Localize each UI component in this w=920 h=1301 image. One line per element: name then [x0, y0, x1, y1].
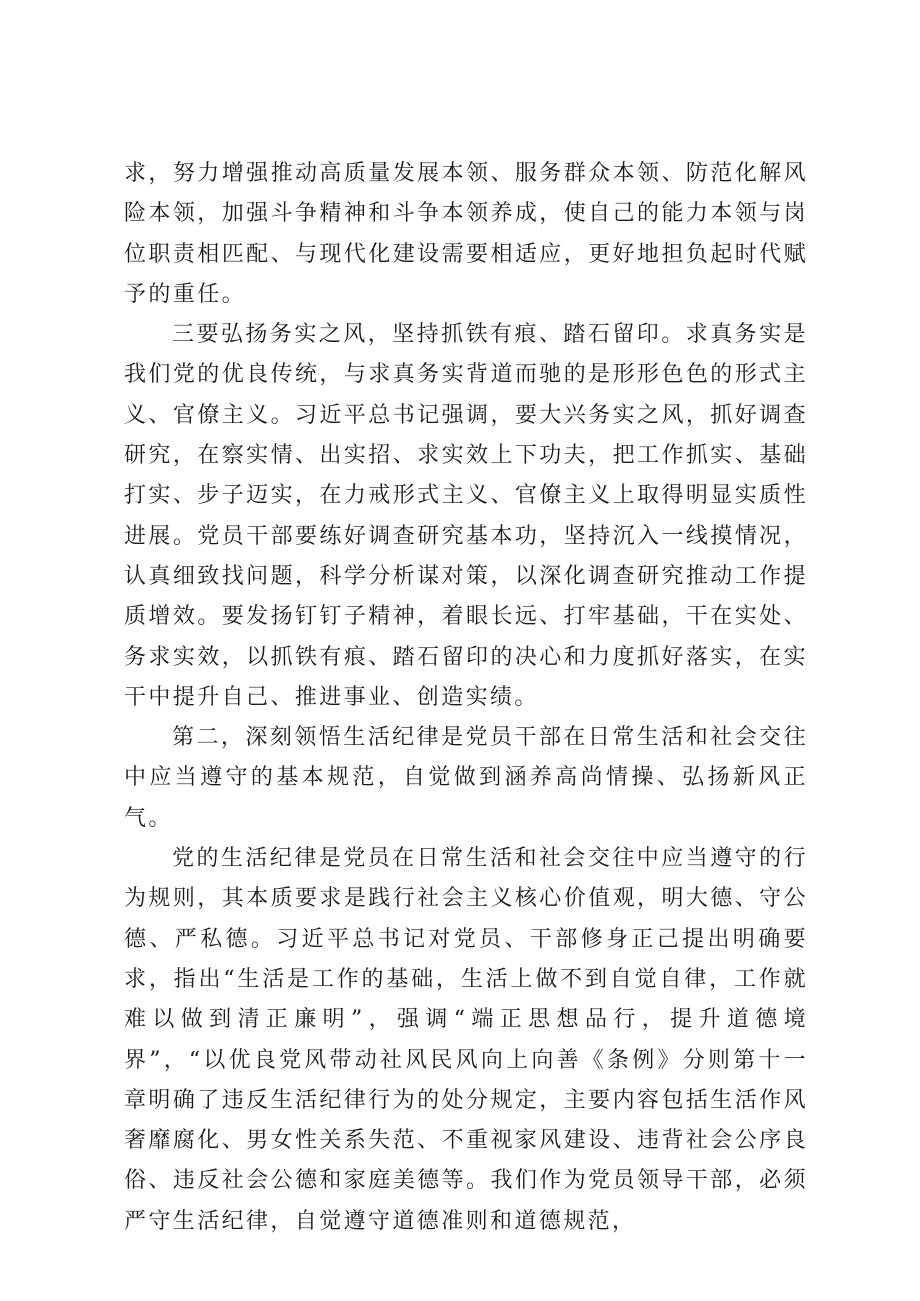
paragraph-life-discipline: 党的生活纪律是党员在日常生活和社会交往中应当遵守的行为规则，其本质要求是践行社会主义核心价值观，明大德、守公德、严私德。习近平总书记对党员、干部修身正己提出明确要求，指出“生活是工作的基础，生活上做不到自觉自律，工作就难以做到清正廉明”，强调“端正思想品行，提升道德境界”，“以优良党风带动社风民风向上向善《条例》分则第十一章明确了违反生活纪律行为的处分规定，主要内容包括生活作风奢靡腐化、男女性关系失范、不重视家风建设、违背社会公序良俗、违反社会公德和家庭美德等。我们作为党员领导干部，必须严守生活纪律，自觉遵守道德准则和道德规范，	[124, 846, 808, 1234]
paragraph-continuation: 求，努力增强推动高质量发展本领、服务群众本领、防范化解风险本领，加强斗争精神和斗争本领养成，使自己的能力本领与岗位职责相匹配、与现代化建设需要相适应，更好地担负起时代赋予的重任。	[124, 161, 808, 307]
paragraph-section-heading: 第二，深刻领悟生活纪律是党员干部在日常生活和社会交往中应当遵守的基本规范，自觉做到涵养高尚情操、弘扬新风正气。	[124, 725, 808, 831]
document-body	[124, 154, 808, 1242]
paragraph-practical-style: 三要弘扬务实之风，坚持抓铁有痕、踏石留印。求真务实是我们党的优良传统，与求真务实背道而驰的是形形色色的形式主义、官僚主义。习近平总书记强调，要大兴务实之风，抓好调查研究，在察实情、出实招、求实效上下功夫，把工作抓实、基础打实、步子迈实，在力戒形式主义、官僚主义上取得明显实质性进展。党员干部要练好调查研究基本功，坚持沉入一线摸情况，认真细致找问题，科学分析谋对策，以深化调查研究推动工作提质增效。要发扬钉钉子精神，着眼长远、打牢基础，干在实处、务求实效，以抓铁有痕、踏石留印的决心和力度抓好落实，在实干中提升自己、推进事业、创造实绩。	[124, 322, 808, 710]
